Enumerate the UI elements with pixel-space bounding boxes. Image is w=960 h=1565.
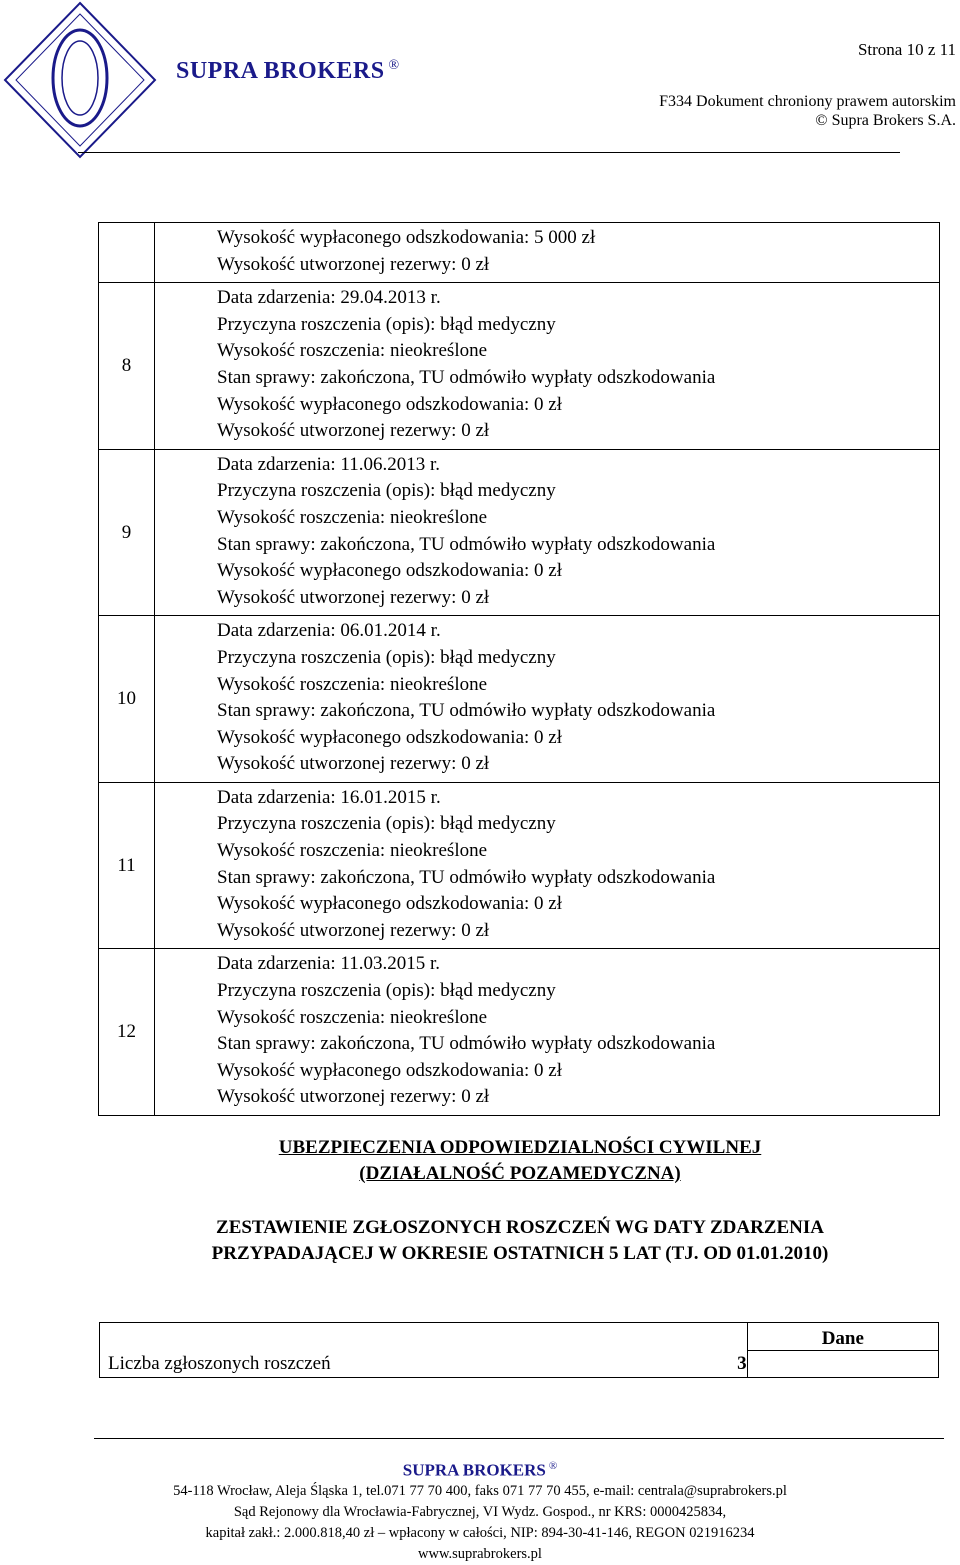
table-row <box>99 283 940 450</box>
claim-line: Data zdarzenia: 06.01.2014 r. <box>217 620 441 642</box>
header-blank-cell <box>100 1323 748 1351</box>
footer-registered-mark: ® <box>548 1460 558 1472</box>
claim-line: Wysokość wypłaconego odszkodowania: 0 zł <box>217 893 562 915</box>
table-row <box>99 616 940 783</box>
claim-line: Wysokość utworzonej rezerwy: 0 zł <box>217 753 490 775</box>
copyright-line: © Supra Brokers S.A. <box>815 112 956 129</box>
claim-line: Stan sprawy: zakończona, TU odmówiło wypłaty odszkodowania <box>217 533 716 555</box>
row-number: 11 <box>99 782 155 949</box>
summary-label: Liczba zgłoszonych roszczeń <box>100 1351 732 1378</box>
claim-line: Wysokość utworzonej rezerwy: 0 zł <box>217 420 490 442</box>
footer <box>0 1456 960 1565</box>
claim-line: Przyczyna roszczenia (opis): błąd medyczny <box>217 313 556 335</box>
table-row <box>99 449 940 616</box>
claim-line: Przyczyna roszczenia (opis): błąd medyczny <box>217 813 556 835</box>
claim-line: Stan sprawy: zakończona, TU odmówiło wypłaty odszkodowania <box>217 366 716 388</box>
table-row <box>100 1351 939 1378</box>
claim-line: Wysokość roszczenia: nieokreślone <box>217 340 488 362</box>
claim-line: Wysokość wypłaconego odszkodowania: 0 zł <box>217 726 562 748</box>
claim-details <box>155 949 940 1116</box>
footer-address: 54-118 Wrocław, Aleja Śląska 1, tel.071 77 70 400, faks 071 77 70 455, e-mail: centrala@suprabrokers.pl <box>173 1482 787 1499</box>
summary-subtitle: PRZYPADAJĄCEJ W OKRESIE OSTATNICH 5 LAT (TJ. OD 01.01.2010) <box>211 1243 829 1264</box>
claim-details <box>155 449 940 616</box>
claim-line: Wysokość wypłaconego odszkodowania: 5 000 zł <box>217 227 596 248</box>
claim-line: Wysokość utworzonej rezerwy: 0 zł <box>217 919 490 941</box>
row-number <box>99 223 155 283</box>
footer-court: Sąd Rejonowy dla Wrocławia-Fabrycznej, VI Wydz. Gospod., nr KRS: 0000425834, <box>233 1503 727 1520</box>
registered-mark: ® <box>388 58 400 73</box>
summary-extra-cell <box>747 1351 938 1378</box>
column-header-dane: Dane <box>747 1323 938 1351</box>
row-number: 9 <box>99 449 155 616</box>
table-row <box>99 782 940 949</box>
page-number: Strona 10 z 11 <box>857 40 956 59</box>
claim-line: Wysokość utworzonej rezerwy: 0 zł <box>217 1086 490 1108</box>
brand-name: SUPRA BROKERS ® <box>176 58 400 84</box>
claim-details <box>155 223 940 283</box>
claim-line: Stan sprawy: zakończona, TU odmówiło wypłaty odszkodowania <box>217 866 716 888</box>
claims-table <box>98 222 940 1116</box>
claim-line: Wysokość wypłaconego odszkodowania: 0 zł <box>217 560 562 582</box>
claim-details <box>155 782 940 949</box>
claim-line: Wysokość utworzonej rezerwy: 0 zł <box>217 253 490 275</box>
claim-line: Przyczyna roszczenia (opis): błąd medyczny <box>217 980 556 1002</box>
section-subtitle: (DZIAŁALNOŚĆ POZAMEDYCZNA) <box>359 1163 681 1184</box>
row-number: 8 <box>99 283 155 450</box>
claim-line: Data zdarzenia: 11.06.2013 r. <box>217 453 440 475</box>
claim-line: Wysokość roszczenia: nieokreślone <box>217 673 488 695</box>
claim-line: Wysokość roszczenia: nieokreślone <box>217 506 488 528</box>
header-rule <box>78 152 900 153</box>
claim-line: Wysokość wypłaconego odszkodowania: 0 zł <box>217 1059 562 1081</box>
claim-line: Wysokość roszczenia: nieokreślone <box>217 840 488 862</box>
claim-line: Przyczyna roszczenia (opis): błąd medyczny <box>217 646 556 668</box>
claim-line: Stan sprawy: zakończona, TU odmówiło wypłaty odszkodowania <box>217 1033 716 1055</box>
claim-line: Data zdarzenia: 29.04.2013 r. <box>217 287 441 309</box>
document-id-line: F334 Dokument chroniony prawem autorskim <box>659 93 956 110</box>
copyright-note <box>659 92 956 130</box>
footer-brand: SUPRA BROKERS ® <box>402 1460 558 1480</box>
table-row <box>99 223 940 283</box>
summary-table <box>99 1322 939 1378</box>
row-number: 10 <box>99 616 155 783</box>
claim-line: Stan sprawy: zakończona, TU odmówiło wypłaty odszkodowania <box>217 700 716 722</box>
table-row <box>99 949 940 1116</box>
claim-line: Wysokość roszczenia: nieokreślone <box>217 1006 488 1028</box>
summary-title: ZESTAWIENIE ZGŁOSZONYCH ROSZCZEŃ WG DATY ZDARZENIA <box>216 1217 824 1238</box>
footer-rule <box>94 1438 944 1439</box>
footer-website: www.suprabrokers.pl <box>418 1545 542 1562</box>
summary-value: 3 <box>731 1351 747 1378</box>
table-row <box>100 1323 939 1351</box>
claim-details <box>155 616 940 783</box>
row-number: 12 <box>99 949 155 1116</box>
claim-line: Data zdarzenia: 11.03.2015 r. <box>217 953 440 975</box>
claim-details <box>155 283 940 450</box>
claim-line: Wysokość wypłaconego odszkodowania: 0 zł <box>217 393 562 415</box>
supra-brokers-logo <box>0 0 160 160</box>
claim-line: Przyczyna roszczenia (opis): błąd medyczny <box>217 480 556 502</box>
claim-line: Data zdarzenia: 16.01.2015 r. <box>217 786 441 808</box>
section-title: UBEZPIECZENIA ODPOWIEDZIALNOŚCI CYWILNEJ <box>278 1137 762 1158</box>
claim-line: Wysokość utworzonej rezerwy: 0 zł <box>217 586 490 608</box>
footer-capital: kapitał zakł.: 2.000.818,40 zł – wpłacony w całości, NIP: 894-30-41-146, REGON 021916234 <box>205 1524 755 1541</box>
